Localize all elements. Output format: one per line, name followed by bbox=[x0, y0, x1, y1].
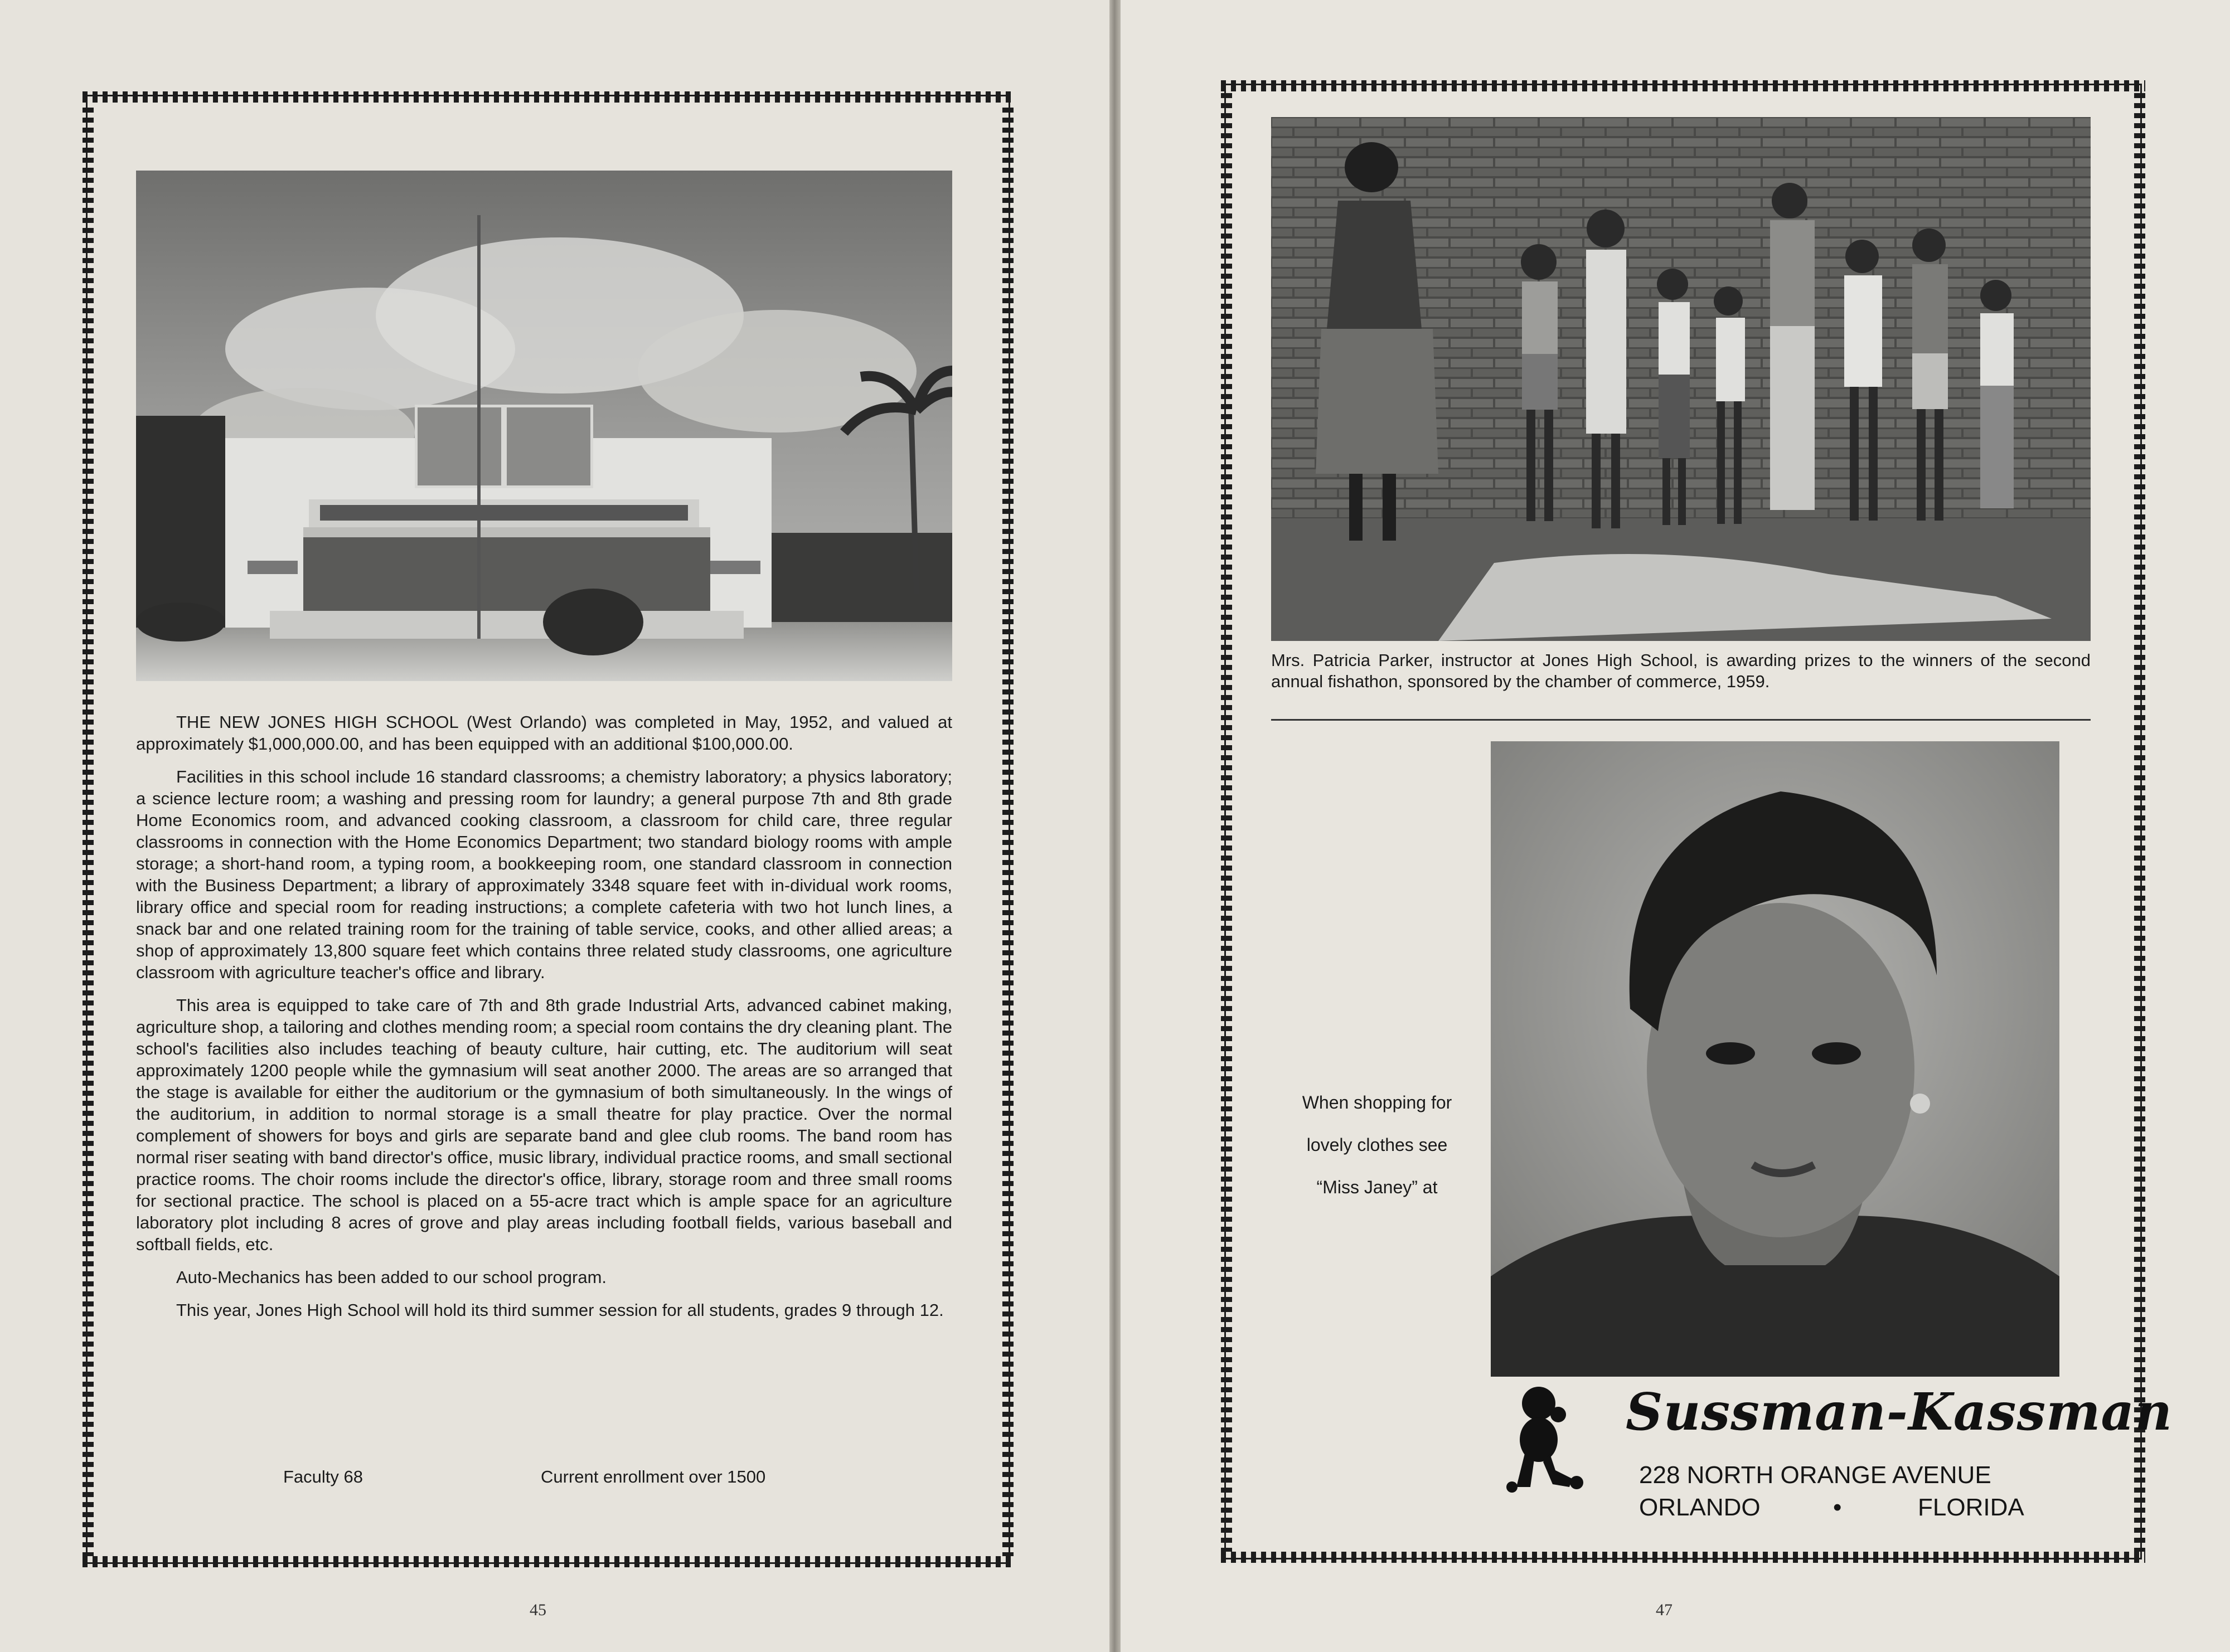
enrollment-count: Current enrollment over 1500 bbox=[541, 1467, 766, 1486]
faculty-count: Faculty 68 bbox=[283, 1467, 363, 1486]
ad-copy bbox=[1271, 1081, 1483, 1208]
portrait-photo bbox=[1491, 741, 2059, 1377]
page-number: 47 bbox=[1656, 1601, 1672, 1619]
paragraph: THE NEW JONES HIGH SCHOOL (West Orlando) was completed in May, 1952, and valued at approximately $1,000,000.00, and has been equipped with an additional $100,000.00. bbox=[136, 712, 952, 754]
left-page bbox=[0, 0, 1109, 1652]
paragraph: Auto-Mechanics has been added to our school program. bbox=[176, 1267, 607, 1287]
separator-dot: • bbox=[1833, 1494, 1842, 1521]
state-name: FLORIDA bbox=[1918, 1494, 2024, 1521]
store-address: 228 NORTH ORANGE AVENUE bbox=[1639, 1461, 1991, 1489]
paragraph: Facilities in this school include 16 standard classrooms; a chemistry laboratory; a physics laboratory; a science lecture room; a washing and pressing room for laundry; a general purpose 7th and 8th grade Home Economics room, and advanced cooking classroom, a classroom for child care, three regular classrooms in connection with the Home Economics Department; two standard biology rooms with ample storage; a short-hand room, a typing room, a bookkeeping room, one standard classroom in connection with the Business Department; a library of approximately 3348 square feet with in-dividual work rooms, library office and special room for reading instructions; a complete cafeteria with two hot lunch lines, a snack bar and one related training room for the training of table service, cooks, and other allied areas; a shop of approximately 13,800 square feet which contains three related study classrooms, one agriculture classroom with agriculture teacher's office and library. bbox=[136, 767, 952, 982]
paragraph: This year, Jones High School will hold its third summer session for all students, grades 9 through 12. bbox=[176, 1300, 944, 1320]
school-building-photo bbox=[136, 171, 952, 681]
article-body bbox=[136, 711, 952, 1332]
book-spine bbox=[1109, 0, 1121, 1652]
photo-caption: Mrs. Patricia Parker, instructor at Jones High School, is awarding prizes to the winners of the second annual fishathon, sponsored by the chamber of commerce, 1959. bbox=[1271, 650, 2091, 691]
paragraph: This area is equipped to take care of 7th and 8th grade Industrial Arts, advanced cabinet making, agriculture shop, a tailoring and clothes mending room; a special room contains the dry cleaning plant. The school's facilities also includes teaching of beauty culture, hair cutting, etc. The auditorium will seat approximately 1200 people while the gymnasium will seat another 2000. The areas are so arranged that the stage is available for either the auditorium or the gymnasium of both simultaneously. In the wings of the auditorium, in addition to normal storage is a small theatre for play practice. Over the normal complement of showers for boys and girls are separate band and glee club rooms. The band room has normal riser seating with band director's office, music library, individual practice rooms, and small sectional practice rooms. The choir rooms include the director's office, library, storage room and three small rooms for sectional practice. The school is placed on a 55-acre tract which is ample space for an agriculture laboratory plot including 8 acres of grove and play areas including football fields, various baseball and softball fields, etc. bbox=[136, 995, 952, 1254]
right-page bbox=[1121, 0, 2230, 1652]
brand-name: Sussman-Kassman bbox=[1626, 1382, 2173, 1442]
ad-line: lovely clothes see bbox=[1306, 1135, 1448, 1155]
city-name: ORLANDO bbox=[1639, 1494, 1761, 1521]
page-number: 45 bbox=[530, 1601, 546, 1619]
ad-line: “Miss Janey” at bbox=[1316, 1177, 1438, 1197]
fishathon-photo bbox=[1271, 117, 2091, 641]
ad-line: When shopping for bbox=[1302, 1092, 1452, 1112]
divider bbox=[1271, 719, 2091, 721]
poodle-logo-icon bbox=[1500, 1381, 1589, 1493]
